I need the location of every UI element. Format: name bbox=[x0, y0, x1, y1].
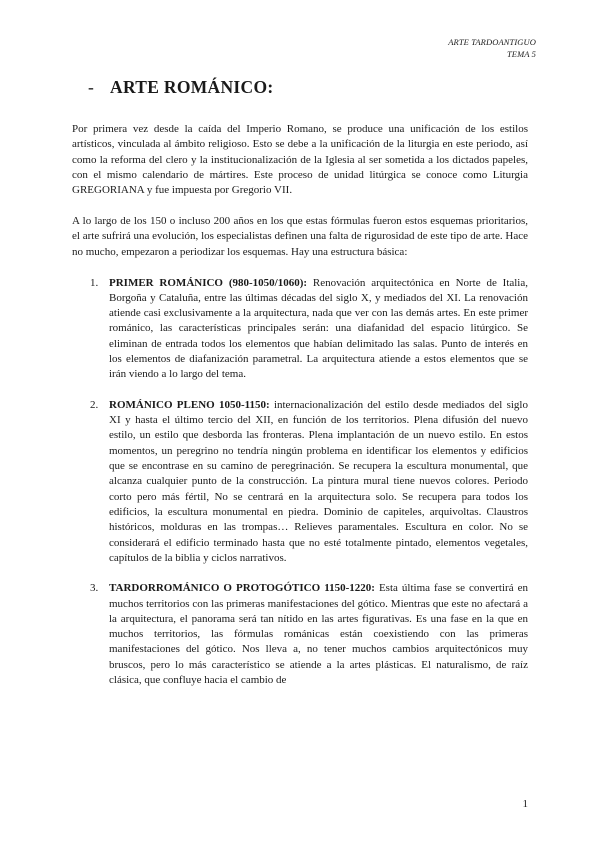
period-list bbox=[72, 276, 528, 689]
list-item-text: internacionalización del estilo desde mediados del siglo XI y hasta el último tercio del XII, en función de los territorios. Plena difusión del nuevo estilo, un estilo que desborda las fronteras. Plena implantación de un nuevo estilo. En estos momentos, un peregrino no tendría ningún problema en identificar los elementos y edificios que se encontrase en su camino de peregrinación. Se recupera la escultura monumental, que alcanza cualquier punto de la construcción. La pintura mural tiene nuevos colores. Periodo corto pero más fértil, No se centrará en la arquitectura solo. Se recupera para todos los edificios, la escultura monumental en piedra. Dominio de capiteles, arquivoltas. Claustros históricos, molduras en las trompas… Relieves paramentales. Escultura en color. No se considerará el edificio terminado hasta que no esté totalmente pintado, elementos vegetales, capítulos de la biblia y ciclos narrativos. bbox=[109, 398, 528, 564]
page-number: 1 bbox=[522, 798, 528, 810]
intro-paragraph: Por primera vez desde la caída del Imperio Romano, se produce una unificación de los estilos artísticos, vinculada al ámbito religioso. Esto se debe a la unificación de la liturgia en este periodo, así como la reforma del clero y la institucionalización de la Iglesia al ser sometida a los dictados papeles, con el mismo calendario de mártires. Este proceso de unidad litúrgica se conoce como Liturgia GREGORIANA y fue impuesta por Gregorio VII. bbox=[72, 123, 528, 197]
list-item-number: 1. bbox=[90, 276, 99, 289]
document-body bbox=[72, 122, 528, 704]
list-item-heading: PRIMER ROMÁNICO (980-1050/1060): bbox=[109, 276, 308, 289]
list-item-number: 3. bbox=[90, 582, 99, 595]
title-bullet: - bbox=[88, 77, 95, 97]
list-item bbox=[72, 398, 528, 566]
page-title bbox=[88, 77, 274, 98]
list-item-number: 2. bbox=[90, 398, 99, 411]
title-text: ARTE ROMÁNICO: bbox=[110, 77, 274, 97]
list-item-text: Esta última fase se convertirá en muchos territorios con las primeras manifestaciones del gótico. Mientras que este no afectará a la arquitectura, el panorama será tan nítido en las artes figurativas. Es una fase en la que en muchos territorios, las fórmulas románicas están coexistiendo con las primeras manifestaciones del gótico. Nos lleva a, no tener muchos cambios arquitectónicos muy bruscos, pero lo más característico se atiende a la artes plásticas. El naturalismo, de raíz clásica, que confluye hacia el cambio de bbox=[109, 582, 528, 687]
list-item bbox=[72, 581, 528, 688]
header-course: ARTE TARDOANTIGUO bbox=[448, 37, 536, 47]
list-item-text: Renovación arquitectónica en Norte de Italia, Borgoña y Cataluña, entre las últimas décadas del siglo X, y mediados del XI. La renovación atiende casi exclusivamente a la arquitectura, nada que ver con las demás artes. En este primer románico, las características principales serán: una diafanidad del espacio litúrgico. Se eliminan de entrada todos los elementos que habían delimitado las salas. Punto de interés en los elementos de diafanización parametral. La arquitectura atiende a estos elementos que se irán viendo a lo largo del tema. bbox=[109, 276, 528, 381]
running-header bbox=[448, 37, 536, 60]
list-item-heading: ROMÁNICO PLENO 1050-1150: bbox=[109, 398, 270, 411]
header-topic: TEMA 5 bbox=[506, 48, 536, 59]
structure-paragraph: A lo largo de los 150 o incluso 200 años en los que estas fórmulas fueron estos esquemas prioritarios, el arte sufrirá una evolución, los especialistas definen una falta de rigurosidad de este tipo de arte. Hace no mucho, empezaron a periodizar los esquemas. Hay una estructura básica: bbox=[72, 215, 528, 258]
list-item bbox=[72, 276, 528, 383]
list-item-heading: TARDORROMÁNICO O PROTOGÓTICO 1150-1220: bbox=[109, 582, 375, 595]
